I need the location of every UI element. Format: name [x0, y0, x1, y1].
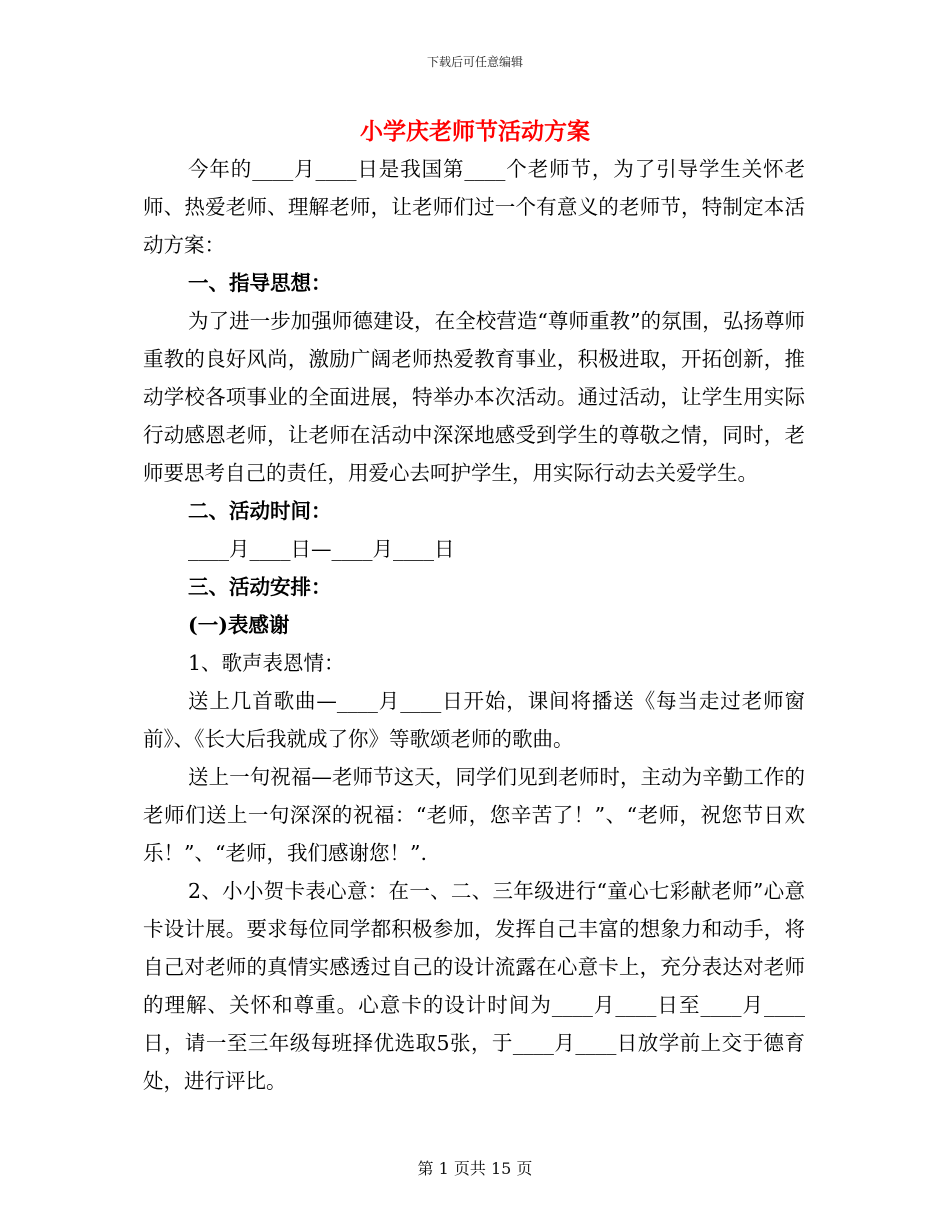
blessing-paragraph: 送上一句祝福—老师节这天，同学们见到老师时，主动为辛勤工作的老师们送上一句深深的祝福：“老师，您辛苦了！”、“老师，祝您节日欢乐！”、“老师，我们感谢您！”. — [143, 765, 805, 865]
section-heading-activity-arrangement: 三、活动安排： — [188, 575, 332, 599]
greeting-card-paragraph: 2、小小贺卡表心意：在一、二、三年级进行“童心七彩献老师”心意卡设计展。要求每位同学都积极参加，发挥自己丰富的想象力和动手，将自己对老师的真情实感透过自己的设计流露在心意卡上，充分表达对老师的理解、关怀和尊重。心意卡的设计时间为____月____日至____月____日，请一至三年级每班择优选取5张，于____月____日放学前上交于德育处，进行评比。 — [143, 879, 805, 1093]
document-title: 小学庆老师节活动方案 — [360, 118, 590, 145]
item-heading-songs: 1、歌声表恩情： — [188, 651, 345, 675]
activity-time-paragraph: ____月____日—____月____日 — [188, 537, 455, 561]
section-heading-guiding-thought: 一、指导思想： — [188, 271, 332, 295]
guiding-thought-paragraph: 为了进一步加强师德建设，在全校营造“尊师重教”的氛围，弘扬尊师重教的良好风尚，激励广阔老师热爱教育事业，积极进取，开拓创新，推动学校各项事业的全面进展，特举办本次活动。通过活动，让学生用实际行动感恩老师，让老师在活动中深深地感受到学生的尊敬之情，同时，老师要思考自己的责任，用爱心去呵护学生，用实际行动去关爱学生。 — [143, 309, 805, 485]
document-body — [143, 150, 805, 1100]
subsection-heading-express-thanks: (一)表感谢 — [188, 613, 290, 637]
intro-paragraph: 今年的____月____日是我国第____个老师节，为了引导学生关怀老师、热爱老师、理解老师，让老师们过一个有意义的老师节，特制定本活动方案： — [143, 157, 805, 257]
page-footer: 第 1 页共 15 页 — [417, 1159, 533, 1178]
section-heading-activity-time: 二、活动时间： — [188, 499, 332, 523]
header-note: 下载后可任意编辑 — [426, 55, 523, 69]
songs-paragraph: 送上几首歌曲—____月____日开始，课间将播送《每当走过老师窗前》、《长大后我就成了你》等歌颂老师的歌曲。 — [143, 689, 805, 751]
